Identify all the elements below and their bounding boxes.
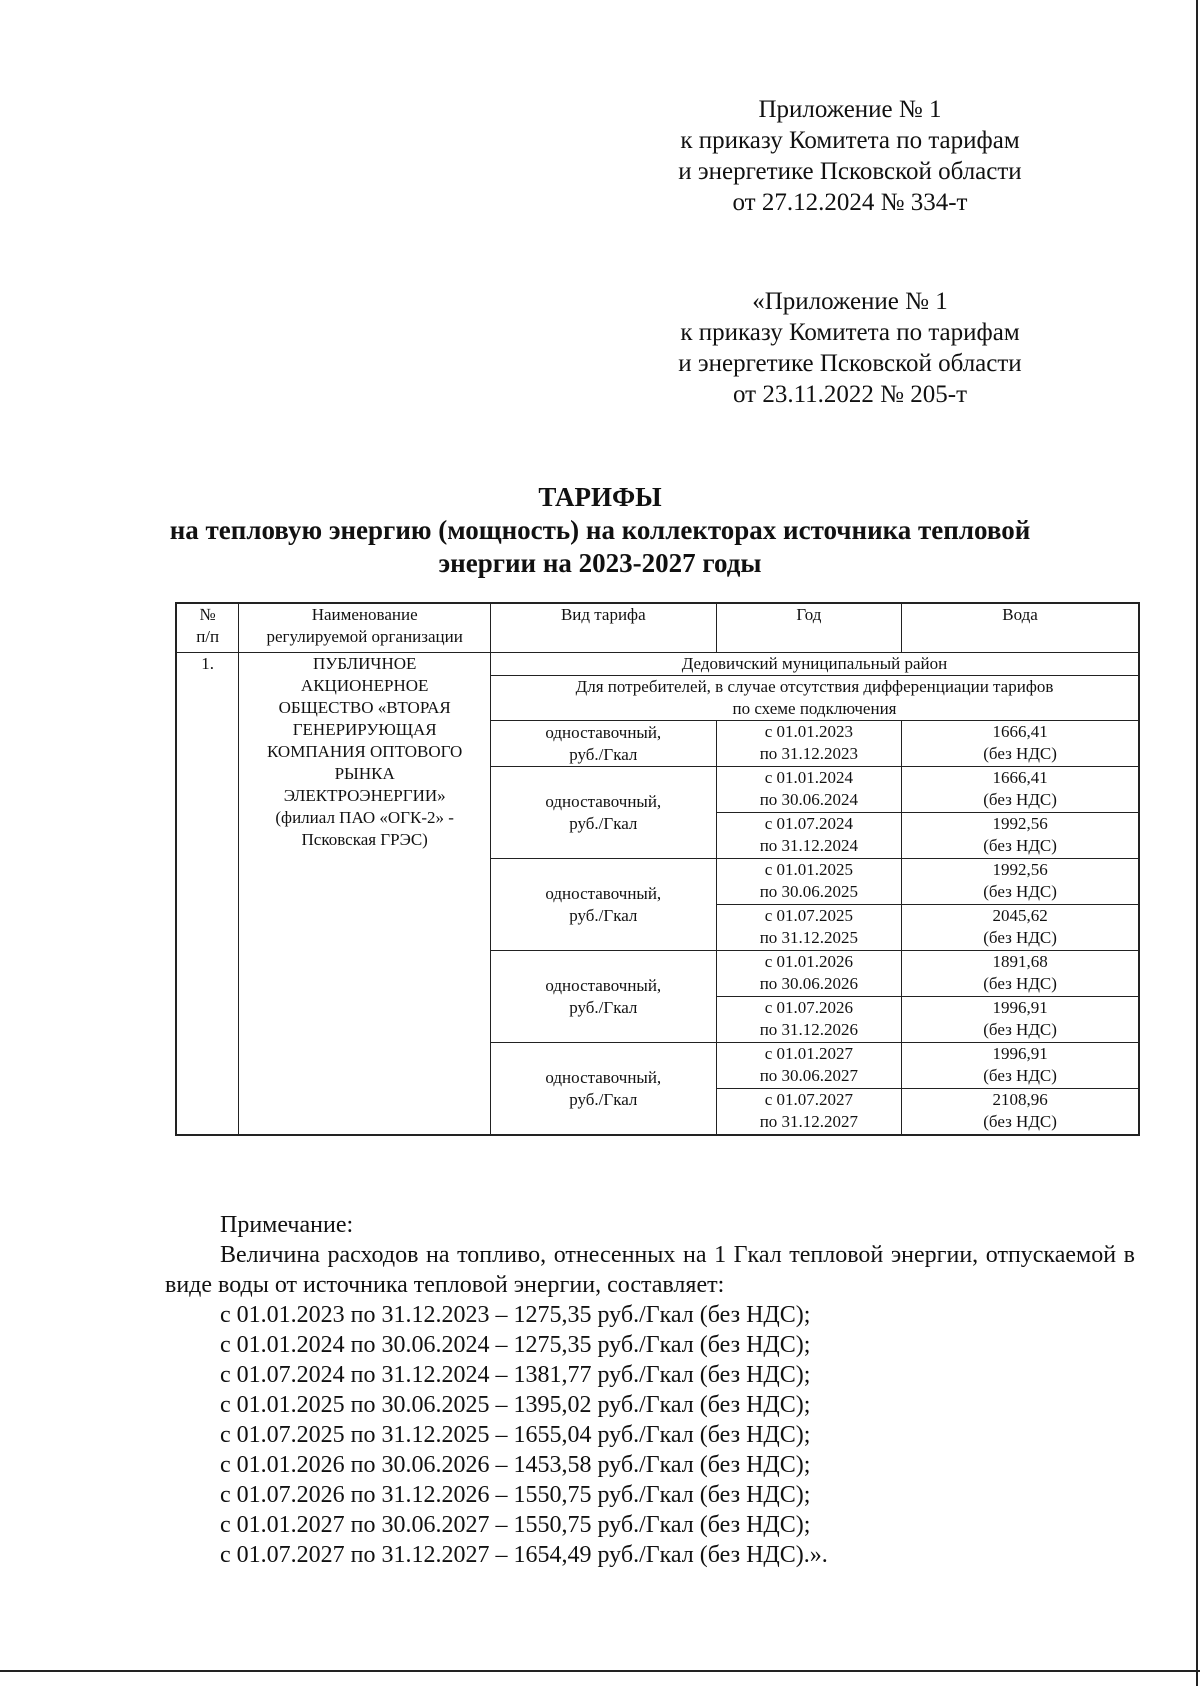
annex-current-line: и энергетике Псковской области [678,158,1022,185]
period-from: с 01.07.2024 [764,814,854,833]
water-tariff [902,951,1139,997]
note-item: с 01.01.2027 по 30.06.2027 – 1550,75 руб./Гкал (без НДС); [220,1512,811,1538]
organization-name-line: (филиал ПАО «ОГК-2» - [275,808,454,827]
document-title [100,480,1100,580]
note-item: с 01.01.2026 по 30.06.2026 – 1453,58 руб./Гкал (без НДС); [220,1452,811,1478]
period [716,859,902,905]
header-org-line: Наименование [311,605,418,624]
tariff-type [491,859,717,951]
header-num-line: № [199,605,216,624]
water-tariff [902,813,1139,859]
period-from: с 01.01.2025 [764,860,854,879]
period [716,767,902,813]
header-type: Вид тарифа [491,603,717,653]
period [716,905,902,951]
note-item: с 01.01.2023 по 31.12.2023 – 1275,35 руб./Гкал (без НДС); [220,1302,811,1328]
tariff-type-line: руб./Гкал [569,997,638,1017]
period-from: с 01.07.2026 [764,998,854,1017]
note-item: с 01.07.2024 по 31.12.2024 – 1381,77 руб./Гкал (без НДС); [220,1362,811,1388]
page-edge-bottom [0,1670,1200,1672]
organization-name-line: КОМПАНИЯ ОПТОВОГО [267,742,463,761]
water-tariff-value: 1666,41 [992,768,1048,787]
water-tariff-vat: (без НДС) [983,1066,1057,1085]
period-to: по 31.12.2024 [759,836,859,855]
organization-name-line: ГЕНЕРИРУЮЩАЯ [292,720,437,739]
note-item: с 01.01.2025 по 30.06.2025 – 1395,02 руб./Гкал (без НДС); [220,1392,811,1418]
tariff-type [491,951,717,1043]
note-item: с 01.07.2026 по 31.12.2026 – 1550,75 руб./Гкал (без НДС); [220,1482,811,1508]
water-tariff-value: 1666,41 [992,722,1048,741]
district-name: Дедовичский муниципальный район [491,653,1140,676]
tariff-type-line: одноставочный, [545,1067,662,1087]
water-tariff [902,859,1139,905]
period-to: по 31.12.2027 [759,1112,859,1131]
annex-current-line: к приказу Комитета по тарифам [680,127,1020,154]
period-from: с 01.01.2026 [764,952,854,971]
table-header-row [176,603,1139,653]
water-tariff-value: 2108,96 [992,1090,1048,1109]
period-from: с 01.07.2025 [764,906,854,925]
water-tariff-value: 1891,68 [992,952,1048,971]
period-to: по 31.12.2026 [759,1020,859,1039]
tariff-type-line: руб./Гкал [569,813,638,833]
tariff-type [491,767,717,859]
consumers-note-line: по схеме подключения [732,699,897,718]
period-from: с 01.01.2024 [764,768,854,787]
water-tariff-vat: (без НДС) [983,974,1057,993]
period [716,721,902,767]
organization-name-line: АКЦИОНЕРНОЕ [300,676,429,695]
period-to: по 30.06.2025 [759,882,859,901]
header-num [176,603,239,653]
annex-current-header [640,94,1060,218]
period-to: по 30.06.2027 [759,1066,859,1085]
water-tariff-vat: (без НДС) [983,790,1057,809]
tariff-type [491,721,717,767]
period [716,1043,902,1089]
water-tariff-vat: (без НДС) [983,836,1057,855]
header-water: Вода [902,603,1139,653]
tariff-type-line: одноставочный, [545,722,662,742]
water-tariff [902,1043,1139,1089]
water-tariff [902,721,1139,767]
water-tariff [902,767,1139,813]
water-tariff [902,905,1139,951]
tariff-type-line: одноставочный, [545,791,662,811]
tariff-type-line: руб./Гкал [569,1089,638,1109]
annex-current-line: Приложение № 1 [758,96,942,123]
organization-name-line: Псковская ГРЭС) [301,830,428,849]
period-to: по 31.12.2025 [759,928,859,947]
water-tariff-value: 2045,62 [992,906,1048,925]
note-item: с 01.07.2027 по 31.12.2027 – 1654,49 руб./Гкал (без НДС).». [220,1542,828,1568]
water-tariff-value: 1996,91 [992,1044,1048,1063]
title-subtitle: энергии на 2023-2027 годы [438,548,762,578]
title-main: ТАРИФЫ [538,482,662,512]
organization-name [239,653,491,1136]
water-tariff [902,997,1139,1043]
row-number: 1. [176,653,239,1136]
annex-original-line: «Приложение № 1 [752,288,948,315]
note-body: Величина расходов на топливо, отнесенных на 1 Гкал тепловой энергии, отпускаемой в виде воды от источника тепловой энергии, составляет: [165,1242,1135,1298]
water-tariff-value: 1992,56 [992,860,1048,879]
note-item: с 01.01.2024 по 30.06.2024 – 1275,35 руб./Гкал (без НДС); [220,1332,811,1358]
water-tariff [902,1089,1139,1136]
water-tariff-value: 1996,91 [992,998,1048,1017]
note-items [165,1300,1135,1570]
water-tariff-vat: (без НДС) [983,1020,1057,1039]
header-org [239,603,491,653]
water-tariff-value: 1992,56 [992,814,1048,833]
header-org-line: регулируемой организации [266,627,463,646]
tariff-type-line: руб./Гкал [569,905,638,925]
annex-original-line: к приказу Комитета по тарифам [680,319,1020,346]
period-from: с 01.01.2027 [764,1044,854,1063]
period-from: с 01.01.2023 [764,722,854,741]
organization-name-line: РЫНКА [334,764,395,783]
period-to: по 30.06.2024 [759,790,859,809]
annex-original-header [640,286,1060,410]
consumers-note [491,676,1140,721]
water-tariff-vat: (без НДС) [983,744,1057,763]
period-from: с 01.07.2027 [764,1090,854,1109]
period [716,951,902,997]
organization-name-line: ОБЩЕСТВО «ВТОРАЯ [278,698,451,717]
water-tariff-vat: (без НДС) [983,928,1057,947]
tariff-type-line: одноставочный, [545,975,662,995]
period [716,997,902,1043]
consumers-note-line: Для потребителей, в случае отсутствия дифференциации тарифов [575,677,1054,696]
tariff-type-line: одноставочный, [545,883,662,903]
annex-current-line: от 27.12.2024 № 334-т [732,189,968,216]
period-to: по 31.12.2023 [759,744,859,763]
water-tariff-vat: (без НДС) [983,1112,1057,1131]
page-edge-right [1196,0,1198,1686]
period-to: по 30.06.2026 [759,974,859,993]
period [716,1089,902,1136]
tariff-type-line: руб./Гкал [569,744,638,764]
note-title: Примечание: [220,1212,354,1238]
annex-original-line: от 23.11.2022 № 205-т [732,381,968,408]
header-num-line: п/п [196,627,220,646]
organization-name-line: ЭЛЕКТРОЭНЕРГИИ» [283,786,446,805]
header-year: Год [716,603,902,653]
annex-original-line: и энергетике Псковской области [678,350,1022,377]
table-row-district [176,653,1139,676]
title-subtitle: на тепловую энергию (мощность) на коллекторах источника тепловой [169,515,1031,545]
organization-name-line: ПУБЛИЧНОЕ [312,654,417,673]
tariff-type [491,1043,717,1136]
water-tariff-vat: (без НДС) [983,882,1057,901]
note-item: с 01.07.2025 по 31.12.2025 – 1655,04 руб./Гкал (без НДС); [220,1422,811,1448]
period [716,813,902,859]
note-section [165,1210,1135,1570]
tariff-table [175,602,1140,1136]
